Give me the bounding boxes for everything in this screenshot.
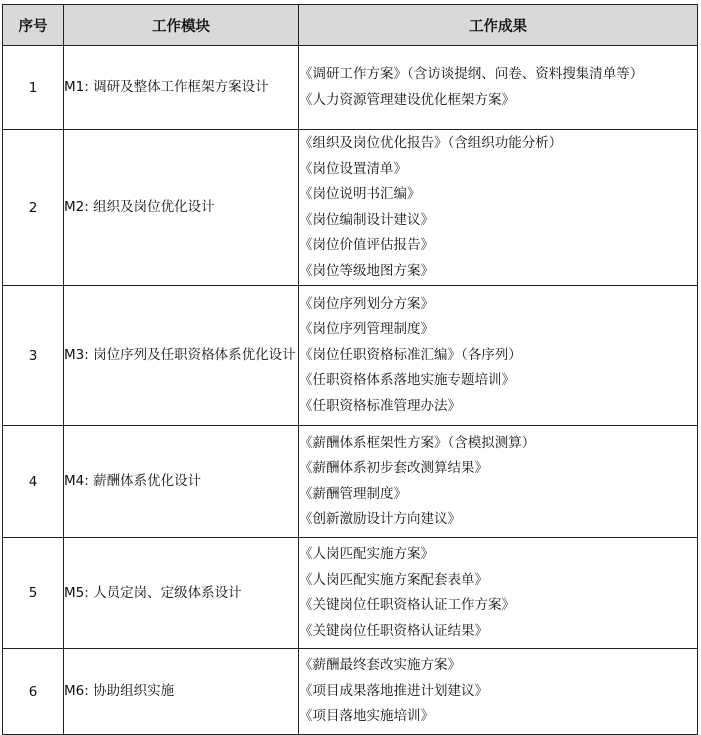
result-item: 《岗位价值评估报告》 <box>299 237 434 253</box>
result-item: 《岗位序列管理制度》 <box>299 321 434 338</box>
row-number: 5 <box>3 538 64 649</box>
header-module: 工作模块 <box>64 5 299 46</box>
row-results <box>299 46 698 130</box>
row-number: 4 <box>3 426 64 538</box>
row-module: M1: 调研及整体工作框架方案设计 <box>64 46 299 130</box>
result-item: 《关键岗位任职资格认证工作方案》 <box>299 597 515 613</box>
result-item: 《薪酬最终套改实施方案》 <box>299 657 461 674</box>
result-item: 《人力资源管理建设优化框架方案》 <box>299 91 515 108</box>
header-results: 工作成果 <box>299 5 698 46</box>
row-module: M4: 薪酬体系优化设计 <box>64 426 299 538</box>
result-item: 《人岗匹配实施方案配套表单》 <box>299 571 488 588</box>
row-module: M2: 组织及岗位优化设计 <box>64 130 299 286</box>
table-row <box>3 538 698 649</box>
work-plan-table <box>2 4 698 735</box>
result-item: 《项目成果落地推进计划建议》 <box>299 682 488 699</box>
row-results <box>299 538 698 649</box>
result-item: 《岗位序列划分方案》 <box>299 295 434 312</box>
result-item: 《任职资格体系落地实施专题培训》 <box>299 372 515 389</box>
result-item: 《岗位设置清单》 <box>299 160 407 177</box>
row-results <box>299 426 698 538</box>
row-number: 3 <box>3 286 64 426</box>
row-module: M5: 人员定岗、定级体系设计 <box>64 538 299 649</box>
result-item: 《调研工作方案》（含访谈提纲、问卷、资料搜集清单等） <box>299 66 644 82</box>
row-number: 1 <box>3 46 64 130</box>
result-item: 《任职资格标准管理办法》 <box>299 397 461 414</box>
result-item: 《岗位编制设计建议》 <box>299 211 434 228</box>
result-item: 《关键岗位任职资格认证结果》 <box>299 622 488 639</box>
row-number: 6 <box>3 649 64 735</box>
row-results <box>299 286 698 426</box>
table-row <box>3 426 698 538</box>
row-module: M3: 岗位序列及任职资格体系优化设计 <box>64 286 299 426</box>
result-item: 《岗位任职资格标准汇编》（各序列） <box>299 346 522 363</box>
result-item: 《岗位说明书汇编》 <box>299 186 421 202</box>
table-row <box>3 130 698 286</box>
row-module: M6: 协助组织实施 <box>64 649 299 735</box>
result-item: 《组织及岗位优化报告》（含组织功能分析） <box>299 135 563 151</box>
result-item: 《薪酬体系框架性方案》（含模拟测算） <box>299 434 536 451</box>
result-item: 《薪酬体系初步套改测算结果》 <box>299 460 488 476</box>
table-row <box>3 46 698 130</box>
table-row <box>3 649 698 735</box>
result-item: 《薪酬管理制度》 <box>299 485 407 502</box>
row-results <box>299 649 698 735</box>
row-number: 2 <box>3 130 64 286</box>
result-item: 《人岗匹配实施方案》 <box>299 546 434 562</box>
header-seq: 序号 <box>3 5 64 46</box>
header-row <box>3 5 698 46</box>
table-row <box>3 286 698 426</box>
result-item: 《项目落地实施培训》 <box>299 708 434 725</box>
row-results <box>299 130 698 286</box>
result-item: 《创新激励设计方向建议》 <box>299 511 461 527</box>
result-item: 《岗位等级地图方案》 <box>299 262 434 279</box>
